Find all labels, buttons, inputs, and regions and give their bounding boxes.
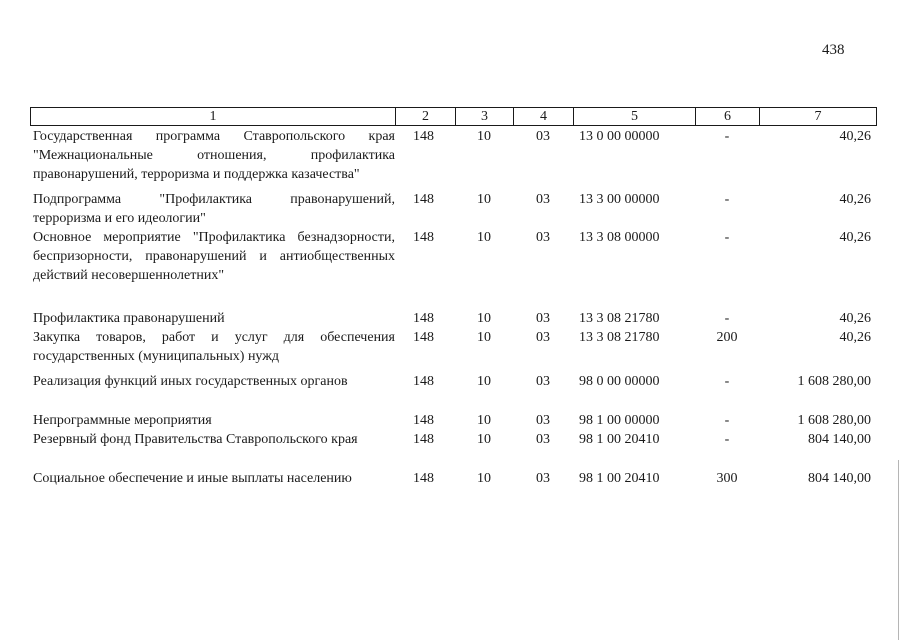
column-header-7: 7 (760, 108, 877, 126)
row-col-7: 40,26 (839, 129, 871, 144)
row-col-5: 98 1 00 20410 (579, 471, 660, 486)
table-row (30, 228, 876, 285)
row-col-4: 03 (536, 374, 550, 389)
row-col-3: 10 (477, 192, 491, 207)
table-row (30, 411, 876, 430)
row-col-4: 03 (536, 230, 550, 245)
row-col-7: 40,26 (839, 311, 871, 326)
row-name: Социальное обеспечение и иные выплаты населению (33, 471, 352, 486)
row-col-5: 98 1 00 00000 (579, 413, 660, 428)
row-col-5: 13 0 00 00000 (579, 129, 660, 144)
column-header-6: 6 (696, 108, 760, 126)
row-col-2: 148 (413, 330, 434, 345)
row-name: Непрограммные мероприятия (33, 413, 212, 428)
table-row (30, 328, 876, 366)
row-col-4: 03 (536, 413, 550, 428)
row-col-5: 98 0 00 00000 (579, 374, 660, 389)
row-col-3: 10 (477, 311, 491, 326)
row-col-5: 13 3 08 00000 (579, 230, 660, 245)
table-row (30, 430, 876, 449)
row-name: Реализация функций иных государственных органов (33, 374, 348, 389)
column-header-5: 5 (574, 108, 696, 126)
row-col-2: 148 (413, 311, 434, 326)
row-col-7: 804 140,00 (808, 432, 871, 447)
row-col-6: 300 (716, 471, 738, 486)
table-row (30, 127, 876, 184)
row-col-3: 10 (477, 330, 491, 345)
column-header-1: 1 (31, 108, 396, 126)
row-col-6: - (724, 432, 730, 447)
row-name: Резервный фонд Правительства Ставропольского края (33, 432, 358, 447)
row-col-4: 03 (536, 432, 550, 447)
row-col-7: 40,26 (839, 230, 871, 245)
row-col-3: 10 (477, 374, 491, 389)
row-col-2: 148 (413, 432, 434, 447)
scan-edge-line (898, 460, 899, 640)
row-col-2: 148 (413, 374, 434, 389)
row-col-6: - (724, 374, 730, 389)
row-col-2: 148 (413, 413, 434, 428)
row-name: Государственная программа Ставропольского края "Межнациональные отношения, профилактика правонарушений, терроризма и поддержка казачества" (33, 129, 395, 182)
row-col-4: 03 (536, 471, 550, 486)
column-header-table (30, 107, 877, 126)
row-col-5: 13 3 00 00000 (579, 192, 660, 207)
row-col-4: 03 (536, 311, 550, 326)
row-col-4: 03 (536, 129, 550, 144)
table-row (30, 190, 876, 228)
row-col-3: 10 (477, 413, 491, 428)
row-name: Основное мероприятие "Профилактика безнадзорности, беспризорности, правонарушений и антиобщественных действий несовершеннолетних" (33, 230, 395, 283)
row-col-7: 1 608 280,00 (797, 374, 871, 389)
row-col-5: 13 3 08 21780 (579, 311, 660, 326)
table-row (30, 469, 876, 488)
row-col-4: 03 (536, 192, 550, 207)
table-row (30, 309, 876, 328)
row-col-2: 148 (413, 471, 434, 486)
row-col-3: 10 (477, 471, 491, 486)
row-col-6: - (724, 192, 730, 207)
row-col-3: 10 (477, 230, 491, 245)
row-col-3: 10 (477, 129, 491, 144)
page-number: 438 (822, 42, 845, 58)
row-col-7: 1 608 280,00 (797, 413, 871, 428)
row-col-6: - (724, 129, 730, 144)
row-col-7: 804 140,00 (808, 471, 871, 486)
column-header-row (31, 108, 877, 126)
row-col-2: 148 (413, 129, 434, 144)
table-row (30, 372, 876, 391)
row-col-5: 13 3 08 21780 (579, 330, 660, 345)
row-col-2: 148 (413, 192, 434, 207)
row-col-3: 10 (477, 432, 491, 447)
row-col-6: - (724, 413, 730, 428)
row-col-6: - (724, 311, 730, 326)
row-col-7: 40,26 (839, 330, 871, 345)
column-header-2: 2 (396, 108, 456, 126)
row-name: Подпрограмма "Профилактика правонарушений, терроризма и его идеологии" (33, 192, 395, 226)
row-col-7: 40,26 (839, 192, 871, 207)
row-col-5: 98 1 00 20410 (579, 432, 660, 447)
row-col-2: 148 (413, 230, 434, 245)
row-name: Закупка товаров, работ и услуг для обеспечения государственных (муниципальных) нужд (33, 330, 395, 364)
column-header-3: 3 (456, 108, 514, 126)
row-col-6: - (724, 230, 730, 245)
row-col-4: 03 (536, 330, 550, 345)
table-body (30, 127, 876, 488)
row-col-6: 200 (716, 330, 738, 345)
column-header-4: 4 (514, 108, 574, 126)
row-name: Профилактика правонарушений (33, 311, 225, 326)
